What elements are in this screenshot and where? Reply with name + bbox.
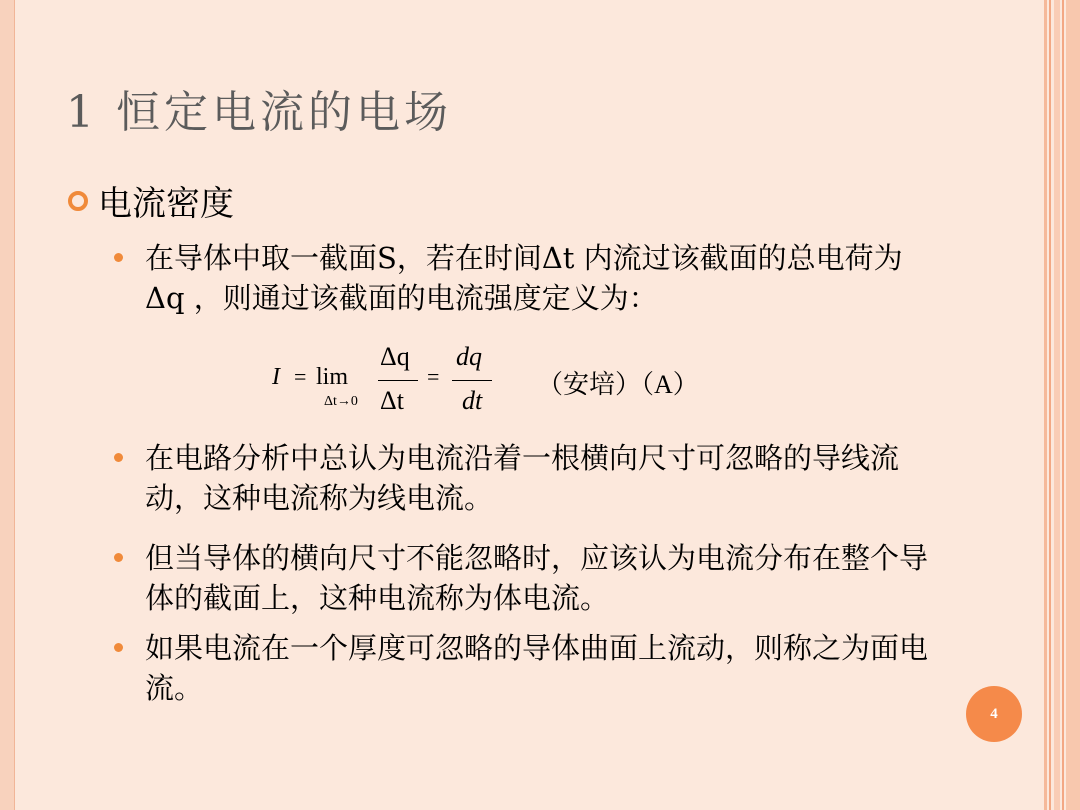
slide-title: 1 恒定电流的电场 [66,87,452,138]
formula-numerator-2: dq [456,342,482,371]
sub-bullet [114,628,934,708]
right-stripe-decoration [1044,0,1080,810]
sub-bullet [114,438,934,518]
dot-bullet-icon [114,643,123,652]
dot-bullet-icon [114,553,123,562]
main-bullet-label: 电流密度 [98,184,234,224]
stripe [1049,0,1051,810]
sub-bullet-text: 如果电流在一个厚度可忽略的导体曲面上流动，则称之为面电流。 [145,631,929,705]
formula-unit: （安培）（A） [537,370,699,399]
ring-bullet-icon [68,191,88,211]
sub-bullet [114,238,934,318]
formula-denominator-1: Δt [380,386,404,415]
formula-equals: = [427,364,440,389]
dot-bullet-icon [114,253,123,262]
formula-denominator-2: dt [462,386,483,415]
formula-lim: lim [316,364,349,390]
main-bullet [68,176,234,225]
formula-lim-subscript: Δt→0 [324,394,358,409]
stripe [1044,0,1047,810]
fraction-line [452,380,492,381]
sub-bullet-text: 在导体中取一截面S，若在时间Δt 内流过该截面的总电荷为 Δq ，则通过该截面的电流强度定义为： [145,241,903,315]
stripe [1062,0,1064,810]
sub-bullet-text: 在电路分析中总认为电流沿着一根横向尺寸可忽略的导线流动，这种电流称为线电流。 [145,441,900,515]
sub-bullet [114,538,934,618]
page-number-badge: 4 [966,686,1022,742]
formula-equals: = [294,364,307,389]
stripe [1066,0,1080,810]
formula-numerator-1: Δq [380,342,410,371]
fraction-line [378,380,418,381]
sub-bullet-text: 但当导体的横向尺寸不能忽略时，应该认为电流分布在整个导体的截面上，这种电流称为体电流。 [145,541,929,615]
stripe [1054,0,1060,810]
dot-bullet-icon [114,453,123,462]
left-border-decoration [0,0,15,810]
formula-lhs: I [272,364,280,390]
